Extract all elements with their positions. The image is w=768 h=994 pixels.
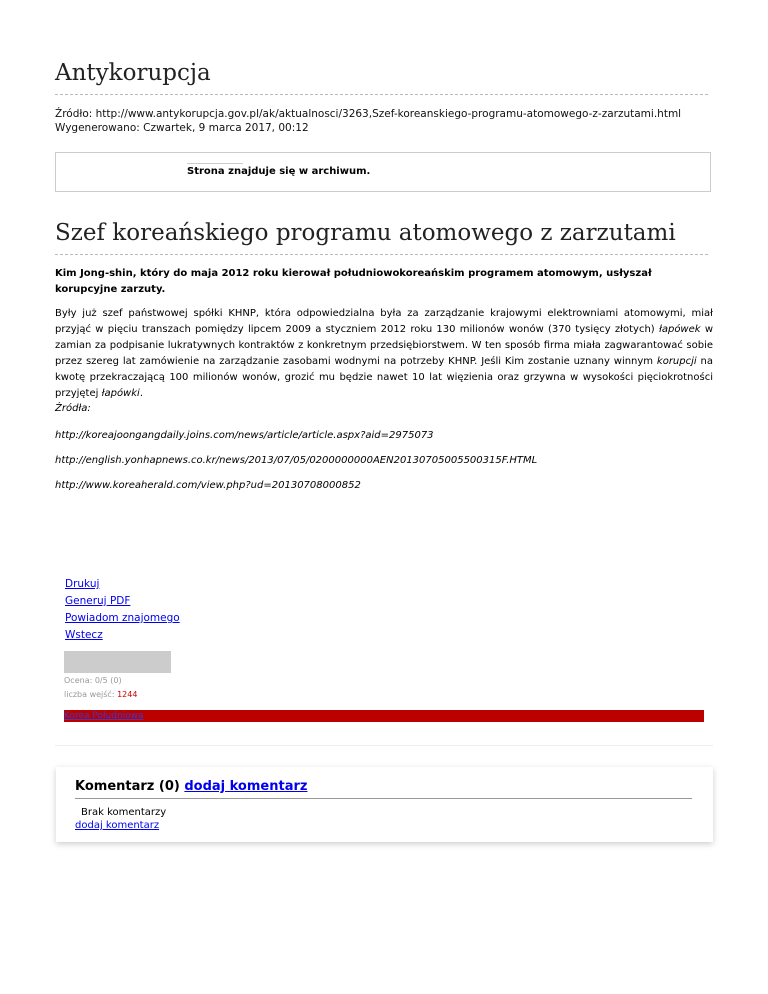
generated-date: Wygenerowano: Czwartek, 9 marca 2017, 00:12 — [55, 122, 309, 134]
back-link[interactable]: Wstecz — [65, 629, 103, 641]
comments-count: Komentarz (0) — [75, 779, 185, 794]
body-part: w zamian za podpisanie lukratywnych kontraktów z konkretnym przedsiębiorstwem. W ten sposób firma miała zagwarantować sobie przez szereg lat zamówienie na zarządzanie zasobami wodnymi na potrzeby KHNP. Jeśli Kim zostanie uznany winnym — [55, 324, 713, 367]
view-count-label: liczba wejść: — [64, 690, 118, 699]
add-comment-link-bottom[interactable]: dodaj komentarz — [75, 820, 160, 831]
archive-notice — [55, 152, 711, 192]
tag-link[interactable]: Korea Południowa — [64, 711, 144, 721]
body-emphasis: korupcji — [656, 356, 697, 367]
body-part: na kwotę przekraczającą 100 milionów wonów, grozić mu będzie nawet 10 lat więzienia oraz grzywna w wysokości pięciokrotności przyjętej — [55, 356, 713, 399]
view-count — [64, 690, 137, 699]
comments-rule — [75, 798, 692, 799]
source-link: http://english.yonhapnews.co.kr/news/2013/07/05/0200000000AEN20130705005500315F.HTML — [55, 455, 538, 466]
body-emphasis: łapówek — [658, 324, 701, 335]
source-link: http://koreajoongangdaily.joins.com/news/article/article.aspx?aid=2975073 — [55, 430, 434, 441]
rating-widget[interactable] — [64, 651, 171, 673]
source-link: http://www.koreaherald.com/view.php?ud=20130708000852 — [55, 480, 361, 491]
article-actions — [65, 576, 180, 644]
source-url: Źródło: http://www.antykorupcja.gov.pl/ak/aktualnosci/3263,Szef-koreanskiego-programu-atomowego-z-zarzutami.html — [55, 108, 682, 120]
section-divider — [55, 745, 713, 746]
archive-notice-text: Strona znajduje się w archiwum. — [187, 166, 371, 177]
notify-friend-link[interactable]: Powiadom znajomego — [65, 612, 180, 624]
no-comments-text: Brak komentarzy — [81, 807, 167, 818]
sources-label: Źródła: — [55, 403, 91, 414]
print-link[interactable]: Drukuj — [65, 578, 100, 590]
site-title: Antykorupcja — [55, 60, 211, 86]
notice-rule — [187, 163, 243, 164]
body-part: . — [139, 388, 143, 399]
generate-pdf-link[interactable]: Generuj PDF — [65, 595, 131, 607]
rating-text: Ocena: 0/5 (0) — [64, 676, 122, 685]
view-count-value: 1244 — [117, 690, 138, 699]
body-emphasis: łapówki — [101, 388, 140, 399]
article-lead: Kim Jong-shin, który do maja 2012 roku kierował południowokoreańskim programem atomowym, usłyszał korupcyjne zarzuty. — [55, 268, 652, 295]
comments-panel — [56, 767, 713, 842]
tag-bar — [64, 710, 704, 722]
article-body — [55, 306, 713, 402]
comments-heading — [75, 779, 307, 794]
body-part: Były już szef państwowej spółki KHNP, która odpowiedzialna była za zarządzanie krajowymi elektrowniami atomowymi, miał przyjąć w pięciu transzach pomiędzy lipcem 2009 a styczniem 2012 roku 130 milionów wonów (370 tysięcy złotych) — [55, 308, 713, 335]
article-title-divider — [55, 254, 708, 255]
add-comment-link[interactable]: dodaj komentarz — [184, 779, 308, 794]
article-title: Szef koreańskiego programu atomowego z zarzutami — [55, 220, 676, 246]
title-divider — [55, 94, 708, 95]
